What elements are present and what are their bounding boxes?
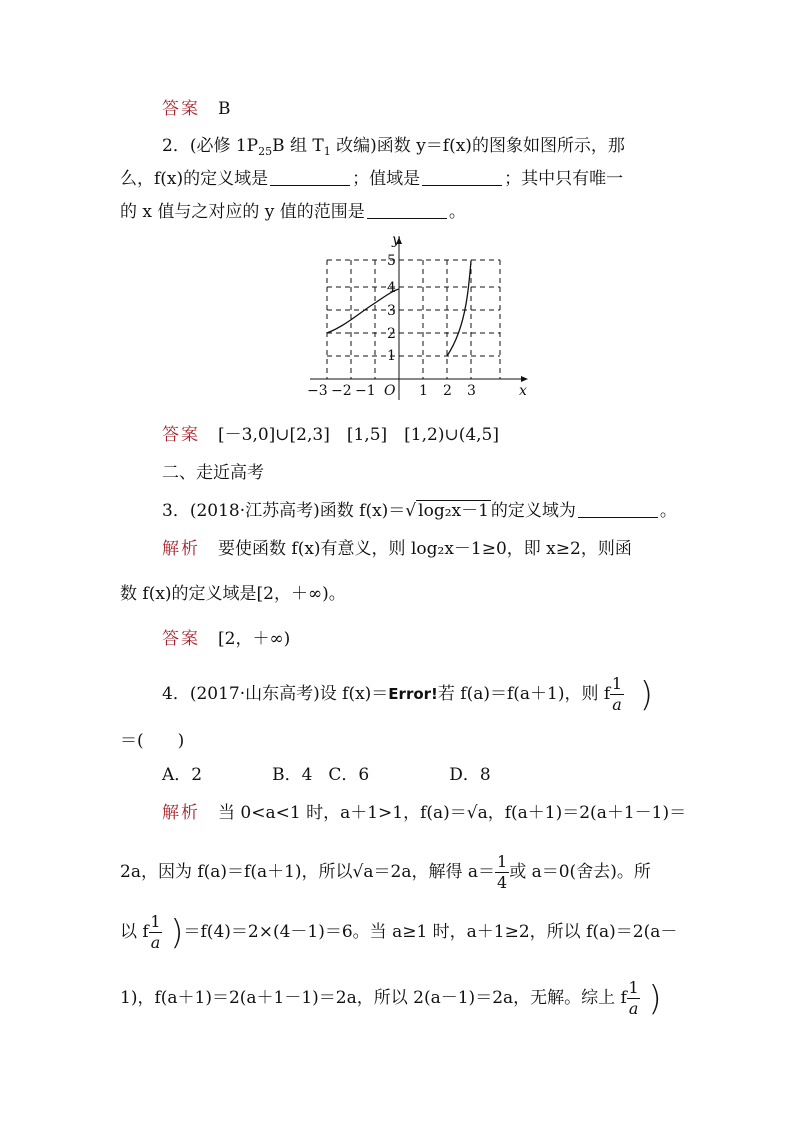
q3-text: 的定义域为 bbox=[490, 501, 576, 521]
fraction-denominator: 4 bbox=[497, 873, 508, 892]
right-paren: ) bbox=[170, 912, 184, 953]
q2-text: 改编)函数 y＝f(x)的图象如图所示，那 bbox=[330, 136, 625, 156]
fraction bbox=[149, 912, 163, 953]
answer-value: [2，＋∞) bbox=[218, 629, 291, 649]
q1-answer-line bbox=[162, 98, 231, 120]
q2-text: ；值域是 bbox=[352, 169, 421, 189]
x-tick: 3 bbox=[467, 383, 476, 399]
fraction-denominator: a bbox=[612, 695, 622, 714]
y-axis-label: y bbox=[392, 232, 400, 248]
q4-line-2: ＝( ) bbox=[120, 731, 185, 751]
analysis-label: 解析 bbox=[162, 539, 200, 559]
x-tick: −1 bbox=[355, 383, 376, 399]
q3-line: 3．(2018·江苏高考)函数 f(x)＝√ log₂x－1 的定义域为 。 bbox=[162, 501, 677, 521]
analysis-text: 或 a＝0(舍去)。所 bbox=[509, 862, 651, 882]
analysis-text: 当 0<a<1 时，a＋1>1，f(a)＝√a，f(a＋1)＝2(a＋1－1)＝ bbox=[218, 803, 687, 823]
right-paren: ) bbox=[648, 978, 662, 1019]
option-a: A．2 bbox=[162, 765, 203, 785]
x-axis-label: x bbox=[519, 383, 527, 399]
fraction-denominator: a bbox=[628, 999, 639, 1018]
q2-text: 的 x 值与之对应的 y 值的范围是 bbox=[120, 202, 365, 222]
analysis-label: 解析 bbox=[162, 803, 200, 823]
origin-label: O bbox=[384, 383, 396, 399]
x-axis-arrow bbox=[521, 376, 528, 382]
fraction-numerator: 1 bbox=[628, 978, 639, 997]
q3-analysis-line-2: 数 f(x)的定义域是[2，＋∞)。 bbox=[120, 584, 346, 604]
answer-label: 答案 bbox=[162, 425, 200, 445]
q4-text: 4．(2017·山东高考)设 f(x)＝ bbox=[162, 684, 389, 704]
answer-blank bbox=[367, 202, 447, 219]
analysis-text: 2a，因为 f(a)＝f(a＋1)，所以√a＝2a，解得 a＝ bbox=[120, 862, 496, 882]
q2-text: ；其中只有唯一 bbox=[504, 169, 624, 189]
analysis-text: ＝f(4)＝2×(4－1)＝6。当 a≥1 时，a＋1≥2，所以 f(a)＝2(a－ bbox=[183, 922, 678, 942]
q4-analysis-line-3 bbox=[120, 912, 677, 953]
q2-answer-line bbox=[162, 424, 499, 446]
error-marker: Error! bbox=[388, 685, 438, 703]
option-d: D．8 bbox=[449, 765, 491, 785]
q2-line-1 bbox=[162, 135, 625, 163]
option-b: B．4 bbox=[272, 765, 313, 785]
q4-analysis-line-4 bbox=[120, 978, 662, 1019]
analysis-text: 要使函数 f(x)有意义，则 log₂x－1≥0，即 x≥2，则函 bbox=[218, 539, 632, 559]
x-tick: 2 bbox=[443, 383, 452, 399]
q2-line-2 bbox=[120, 168, 623, 190]
q2-text: B 组 T bbox=[272, 136, 324, 156]
x-tick: 1 bbox=[419, 383, 428, 399]
y-tick: 4 bbox=[387, 280, 396, 296]
q3-answer-line bbox=[162, 628, 290, 650]
x-tick: −3 bbox=[307, 383, 328, 399]
answer-label: 答案 bbox=[162, 629, 200, 649]
q3-text: 。 bbox=[659, 501, 677, 521]
y-tick: 1 bbox=[387, 348, 396, 364]
fraction-numerator: 1 bbox=[150, 912, 161, 931]
right-paren: ) bbox=[639, 674, 654, 715]
analysis-text: 以 f bbox=[120, 922, 149, 942]
q3-text: 3．(2018·江苏高考)函数 f(x)＝ bbox=[162, 501, 406, 521]
y-tick: 5 bbox=[387, 253, 396, 269]
y-tick: 3 bbox=[387, 303, 396, 319]
q4-options bbox=[162, 764, 491, 786]
grid-lines bbox=[327, 260, 500, 379]
answer-label: 答案 bbox=[162, 99, 200, 119]
fraction-numerator: 1 bbox=[611, 674, 623, 693]
curve-right bbox=[447, 261, 471, 356]
answer-value: [－3,0]∪[2,3] [1,5] [1,2)∪(4,5] bbox=[218, 425, 499, 445]
q2-text: 2．(必修 1P bbox=[162, 136, 259, 156]
x-tick: −2 bbox=[331, 383, 352, 399]
q2-text: 。 bbox=[448, 202, 466, 222]
analysis-text: 1)，f(a＋1)＝2(a＋1－1)＝2a，所以 2(a－1)＝2a，无解。综上 f bbox=[120, 988, 627, 1008]
fraction bbox=[610, 674, 624, 715]
fraction bbox=[495, 852, 509, 893]
q2-text: 么，f(x)的定义域是 bbox=[120, 169, 269, 189]
q2-sub: 1 bbox=[323, 145, 331, 158]
q2-sub: 25 bbox=[258, 145, 273, 158]
q3-analysis-line-1 bbox=[162, 538, 632, 560]
fraction bbox=[627, 978, 641, 1019]
q4-line-1 bbox=[162, 674, 653, 715]
answer-blank bbox=[270, 169, 350, 186]
answer-blank bbox=[422, 169, 502, 186]
option-c: C．6 bbox=[328, 765, 370, 785]
fraction-denominator: a bbox=[150, 933, 161, 952]
answer-blank bbox=[578, 501, 658, 518]
q4-analysis-line-1 bbox=[162, 802, 686, 824]
answer-value: B bbox=[218, 99, 231, 119]
q2-line-3 bbox=[120, 201, 466, 223]
sqrt-expression: log₂x－1 bbox=[418, 501, 489, 521]
fraction-numerator: 1 bbox=[497, 852, 508, 871]
q4-analysis-line-2 bbox=[120, 852, 651, 893]
y-tick: 2 bbox=[387, 326, 396, 342]
section-heading: 二、走近高考 bbox=[162, 463, 264, 483]
q4-text: 若 f(a)＝f(a＋1)，则 f bbox=[437, 684, 611, 704]
function-graph bbox=[300, 232, 540, 404]
